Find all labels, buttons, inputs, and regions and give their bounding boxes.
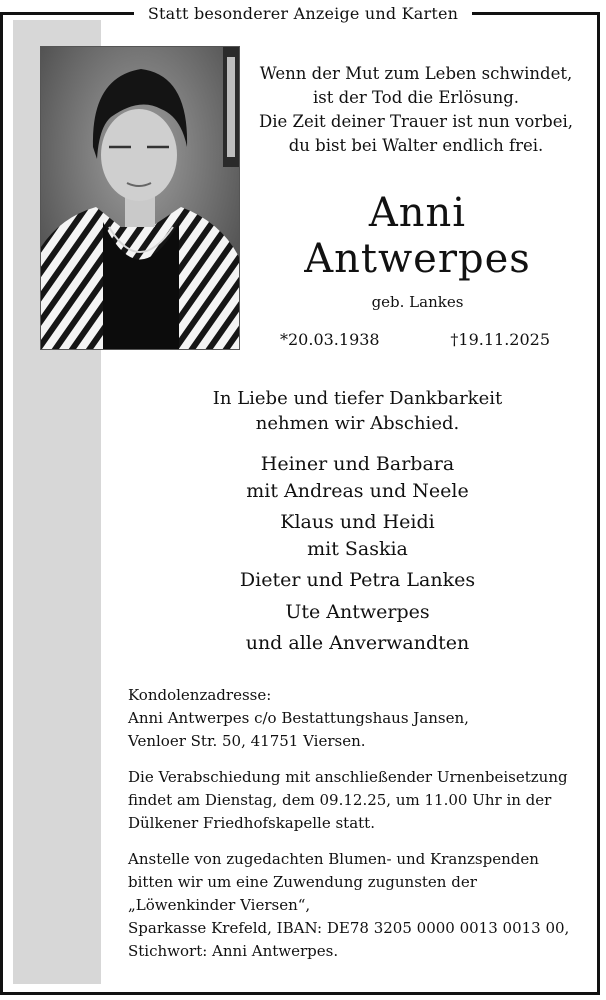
info-line: Venloer Str. 50, 41751 Viersen. (128, 732, 366, 750)
info-line: bitten wir um eine Zuwendung zugunsten der (128, 873, 477, 891)
info-line: Sparkasse Krefeld, IBAN: DE78 3205 0000 0013 0013 00, (128, 919, 570, 937)
info-line: Stichwort: Anni Antwerpes. (128, 942, 339, 960)
top-banner (0, 0, 606, 26)
info-line: Kondolenzadresse: (128, 686, 272, 704)
birth-date: *20.03.1938 (280, 330, 380, 349)
ceremony-info (128, 766, 578, 835)
verse-line: Wenn der Mut zum Leben schwindet, (259, 64, 573, 83)
life-dates (280, 330, 550, 349)
info-line: Anni Antwerpes c/o Bestattungshaus Jansen, (128, 709, 469, 727)
family-line: Heiner und Barbara (260, 453, 455, 475)
family-group (110, 599, 605, 626)
maiden-name: geb. Lankes (371, 293, 464, 311)
family-group (110, 567, 605, 594)
last-name: Antwerpes (304, 236, 531, 282)
family-line: Klaus und Heidi (280, 511, 435, 533)
family-line: mit Andreas und Neele (246, 479, 469, 502)
portrait-photo (41, 47, 239, 349)
verse-line: Die Zeit deiner Trauer ist nun vorbei, (258, 112, 573, 131)
info-line: Anstelle von zugedachten Blumen- und Kranzspenden (128, 850, 539, 868)
info-line: Die Verabschiedung mit anschließender Urnenbeisetzung (128, 768, 568, 786)
family-group (110, 509, 605, 562)
farewell-line: nehmen wir Abschied. (255, 413, 460, 434)
first-name: Anni (368, 190, 467, 236)
donation-info (128, 848, 578, 963)
family-line: mit Saskia (307, 537, 408, 560)
death-date: †19.11.2025 (450, 330, 550, 349)
info-line: Dülkener Friedhofskapelle statt. (128, 814, 375, 832)
condolence-address (128, 684, 578, 753)
farewell-text (110, 386, 605, 436)
info-line: „Löwenkinder Viersen“, (128, 896, 311, 914)
family-group (110, 630, 605, 657)
farewell-line: In Liebe und tiefer Dankbarkeit (212, 388, 503, 409)
portrait-image (41, 47, 239, 349)
family-line: Dieter und Petra Lankes (239, 569, 476, 591)
info-line: findet am Dienstag, dem 09.12.25, um 11.00 Uhr in der (128, 791, 552, 809)
memorial-verse (252, 62, 580, 158)
family-line: und alle Anverwandten (245, 632, 470, 654)
family-group (110, 451, 605, 504)
family-line: Ute Antwerpes (285, 600, 430, 623)
verse-line: du bist bei Walter endlich frei. (288, 136, 544, 155)
banner-text: Statt besonderer Anzeige und Karten (134, 4, 472, 23)
verse-line: ist der Tod die Erlösung. (312, 88, 520, 107)
family-list (110, 451, 605, 662)
deceased-name (250, 190, 585, 282)
